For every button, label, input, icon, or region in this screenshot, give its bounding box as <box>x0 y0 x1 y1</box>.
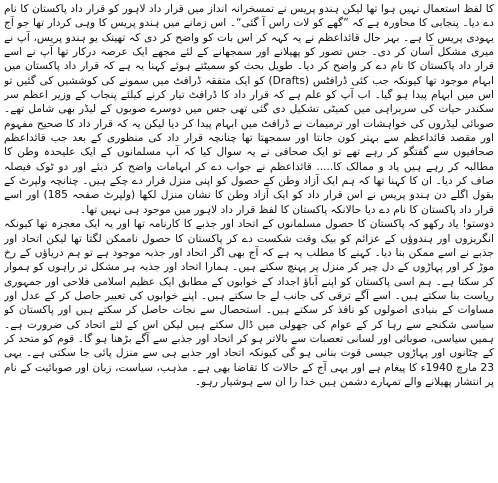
article-paragraph-1: کا لفظ استعمال نہیں ہوا تھا لیکن ہندو پریس نے تمسخرانہ انداز میں قرار داد لاہور کو قرار داد پاکستان کا نام دے دیا۔ پنجابی کا محاورہ ہے کہ ”گھے کو لات راس آ گئی“۔ اس زمانے میں ہندو پریس کا وہی کردار تھا جو آج یہودی پریس کا ہے۔ بہر حال قائداعظم نے یہ کہہ کر اس بات کو واضح کر دی کہ تھینک یو ہندو پریس، آپ نے میری مشکل آسان کر دی۔ جس تصور کو پھیلانے اور سمجھانے کے لئے مجھے ایک عرصہ درکار تھا آپ نے اسے قرار داد پاکستان کا نام دے کر واضح کر دیا۔ طویل بحث کو سمیٹتے ہوئے کہنا یہ ہے کہ قرار داد پاکستان میں ابہام موجود تھا کیونکہ جب کئی ڈرافٹس (Drafts) کو ایک متفقہ ڈرافٹ میں سمونے کی کوششیں کی گئیں تو اس میں ابہام پیدا ہو گیا۔ اب آپ کو علم ہے کہ قرار داد کا ڈرافٹ تیار کرنے کیلئے پنجاب کے وزیر اعظم سر سکندر حیات کی سربراہی میں کمیٹی تشکیل دی گئی تھی جس میں دوسرے صوبوں کے لیڈر بھی شامل تھے۔ صوبائی لیڈروں کی خواہشات اور ترمیمات نے ڈرافٹ میں ابہام پیدا کر دیا لیکن یہ کہ قرار داد کا صحیح مفہوم اور مقصد قائداعظم سے بہتر کون جانتا اور سمجھتا تھا چنانچہ قرار داد کی منظوری کے بعد جب قائداعظم صحافیوں سے گفتگو کر رہے تھے تو ایک صحافی نے یہ سوال کیا کہ آپ مسلمانوں کے ایک علیحدہ وطن کا مطالبہ کر رہے ہیں یاد و ممالک کا..... قائداعظم نے جواب دے کر ابہامات واضح کر دیئے اور دو ٹوک فیصلہ صاف کر دیا۔ ان کا کہنا تھا کہ ہم ایک آزاد وطن کے حصول کو اپنی منزل قرار دے چکے ہیں۔ چنانچہ ولپرٹ کے بقول اگلے دن ہندو پریس نے اس قرار داد کو ایک آزاد وطن کا نشان منزل لکھا (ولپرٹ صفحہ 185) اور اسے قرار داد پاکستان کا نام دے دیا حالانکہ پاکستان کا لفظ قرار داد لاہور میں موجود ہی نہیں تھا۔ <box>4 3 494 216</box>
article-body <box>4 2 494 479</box>
article-paragraph-2: دوستو! یاد رکھو کہ پاکستان کا حصول مسلمانوں کے اتحاد اور جذبے کا کارنامہ تھا اور یہ ایک معجزہ تھا کیونکہ انگریزوں اور ہندوؤں کے عزائم کو بیک وقت شکست دے کر پاکستان کا حصول ناممکن لگتا تھا لیکن اتحاد اور جذبے نے اسے ممکن بنا دیا۔ کہنے کا مطلب یہ ہے کہ آج بھی اگر اتحاد اور جذبہ موجود ہے تو ہم دریاؤں کے رخ موڑ کر اور پہاڑوں کے دل چیر کر منزل پر پہنچ سکتے ہیں۔ ہمارا اتحاد اور جذبہ ہر مشکل تر راہوں کو ہموار کر سکتا ہے۔ ہم اسی پاکستان کو اپنے آباؤ اجداد کے خوابوں کے مطابق ایک عظیم اسلامی فلاحی اور جمہوری ریاست بنا سکتے ہیں۔ اسے آگے ترقی کی جانب لے جا سکتے ہیں۔ اپنے خوابوں کی تعبیر حاصل کر کے عدل اور مساوات کے بنیادی اصولوں کو نافذ کر سکتے ہیں۔ استحصال سے نجات حاصل کر سکتے ہیں اور پاکستان کو سیاسی شکنجے سے رہا کر کے عوام کی جھولی میں ڈال سکتے ہیں لیکن اس کے لئے اتحاد کی ضرورت ہے۔ ہمیں سیاسی، صوبائی اور لسانی تعصبات سے بالاتر ہو کر اتحاد اور جذبے سے آگے بڑھنا ہو گا۔ قوم کو متحد کر کے چٹانوں اور پہاڑوں جیسی قوت بنانی ہو گی کیونکہ اتحاد اور جذبے ہی سے منزل پائی جا سکتی ہے۔ یہی 23 مارچ 1940ء کا پیغام ہے اور یہی آج کے حالات کا تقاضا بھی ہے۔ مذہب، سیاست، زبان اور صوبائیت کے نام پر انتشار پھیلانے والے تمہارے دشمن ہیں خدا را ان سے ہوشیار رہو۔ <box>4 218 494 388</box>
